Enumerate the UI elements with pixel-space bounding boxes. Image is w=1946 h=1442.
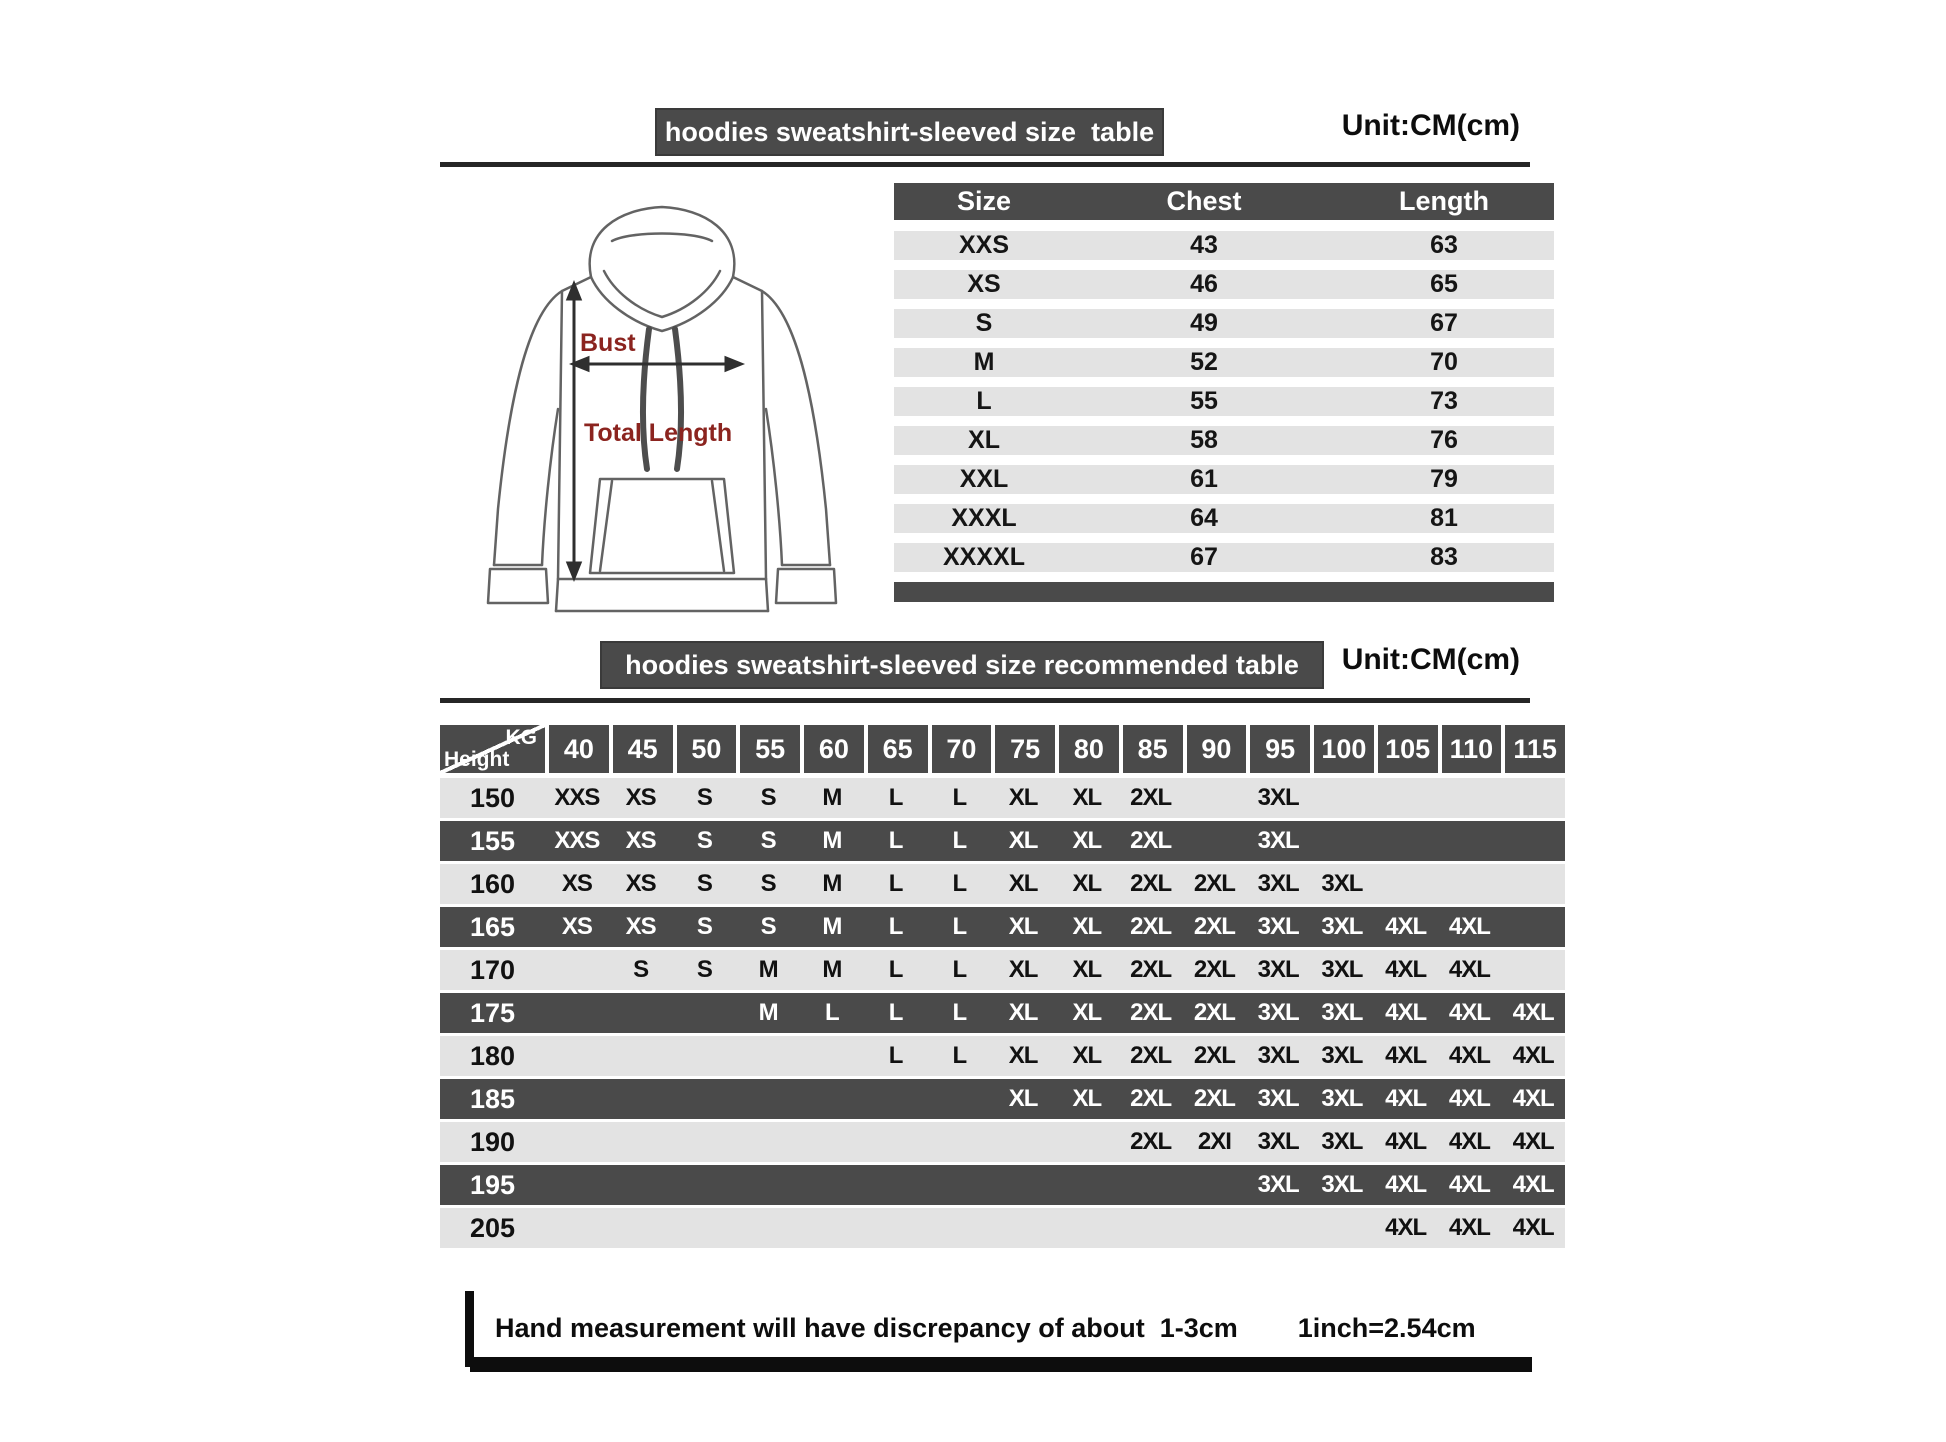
size-recommendation-cell: XL — [1008, 1042, 1038, 1069]
size-recommendation-cell: 3XL — [1257, 956, 1299, 983]
size-table-column-headers — [894, 183, 1554, 220]
size-recommendation-cell: L — [888, 999, 903, 1026]
weight-header-cell: 85 — [1123, 725, 1183, 773]
size-table-row — [894, 504, 1554, 533]
footnote-bottom-bar — [470, 1357, 1532, 1372]
size-cell: XS — [967, 270, 1001, 298]
weight-header-cell: 65 — [868, 725, 928, 773]
size-recommendation-cell: 4XL — [1512, 1128, 1554, 1155]
size-recommendation-cell: M — [822, 913, 842, 940]
size-table-row — [894, 231, 1554, 260]
matrix-row — [440, 993, 1565, 1036]
size-recommendation-cell: L — [888, 1042, 903, 1069]
column-header-size: Size — [956, 186, 1012, 216]
weight-header-cell: 40 — [549, 725, 609, 773]
size-recommendation-cell: 2XL — [1130, 956, 1172, 983]
size-recommendation-cell: 4XL — [1385, 1214, 1427, 1241]
size-recommendation-cell: 2XL — [1193, 1085, 1235, 1112]
size-recommendation-cell: 2XL — [1130, 913, 1172, 940]
size-recommendation-cell: 4XL — [1512, 1171, 1554, 1198]
size-recommendation-cell: S — [760, 784, 776, 811]
size-recommendation-cell: XL — [1008, 1085, 1038, 1112]
matrix-row — [440, 1122, 1565, 1165]
weight-header-cell: 50 — [677, 725, 737, 773]
height-label: 175 — [469, 997, 516, 1028]
size-recommendation-cell: 4XL — [1512, 1085, 1554, 1112]
size-cell: XXL — [959, 465, 1009, 493]
column-header-chest: Chest — [1166, 186, 1242, 216]
size-cell: L — [976, 387, 992, 415]
chest-cell: 43 — [1190, 231, 1218, 259]
chest-cell: 61 — [1190, 465, 1218, 493]
height-label: 190 — [469, 1126, 516, 1157]
size-recommendation-cell: L — [952, 1042, 967, 1069]
size-recommendation-cell: XS — [625, 870, 656, 897]
hoodie-line-art — [440, 179, 888, 627]
hoodie-diagram — [440, 179, 888, 627]
length-cell: 76 — [1430, 426, 1458, 454]
size-recommendation-cell: L — [888, 870, 903, 897]
matrix-row — [440, 1079, 1565, 1122]
size-recommendation-cell: XL — [1072, 913, 1102, 940]
height-label: 195 — [469, 1169, 516, 1200]
size-recommendation-cell: 4XL — [1448, 956, 1490, 983]
size-recommendation-cell: 2XL — [1193, 956, 1235, 983]
size-recommendation-cell: 3XL — [1321, 999, 1363, 1026]
chest-cell: 58 — [1190, 426, 1218, 454]
size-recommendation-cell: L — [888, 827, 903, 854]
size-table-body — [894, 231, 1554, 572]
bust-label: Bust — [580, 329, 636, 357]
measurement-note: Hand measurement will have discrepancy of about 1-3cm — [495, 1313, 1238, 1343]
size-cell: S — [975, 309, 993, 337]
size-recommendation-cell: L — [952, 784, 967, 811]
length-cell: 70 — [1430, 348, 1458, 376]
size-recommendation-cell: 2XL — [1130, 784, 1172, 811]
size-recommendation-cell: L — [952, 870, 967, 897]
weight-header-cell: 55 — [740, 725, 800, 773]
height-label: 180 — [469, 1040, 516, 1071]
unit-label-2: Unit:CM(cm) — [1341, 643, 1520, 676]
matrix-row — [440, 1165, 1565, 1208]
size-recommendation-cell: S — [760, 913, 776, 940]
size-recommendation-cell: L — [952, 999, 967, 1026]
size-recommendation-cell: XL — [1072, 1042, 1102, 1069]
size-table-row — [894, 543, 1554, 572]
weight-header-cell: 80 — [1059, 725, 1119, 773]
length-cell: 73 — [1430, 387, 1458, 415]
size-recommendation-cell: 4XL — [1385, 1171, 1427, 1198]
size-recommendation-cell: L — [825, 999, 839, 1026]
matrix-corner-cell — [440, 725, 545, 773]
size-table-bottom-bar — [894, 582, 1554, 602]
size-recommendation-cell: 4XL — [1448, 1171, 1490, 1198]
size-recommendation-cell: XL — [1072, 784, 1102, 811]
size-recommendation-cell: M — [822, 870, 842, 897]
size-section — [440, 179, 1565, 627]
size-recommendation-cell: 3XL — [1321, 1042, 1363, 1069]
size-recommendation-cell: S — [696, 913, 712, 940]
weight-header-cell: 100 — [1314, 725, 1374, 773]
size-recommendation-cell: XS — [625, 784, 656, 811]
weight-header-cell: 70 — [932, 725, 992, 773]
recommended-table-title-bar — [600, 641, 1324, 689]
footnote-left-bar — [465, 1291, 474, 1367]
size-measurement-table — [894, 183, 1554, 627]
size-recommendation-cell: 2XL — [1130, 827, 1172, 854]
size-cell: XL — [968, 426, 1000, 454]
size-recommendation-cell: 2XL — [1193, 999, 1235, 1026]
size-recommendation-cell: 3XL — [1321, 1085, 1363, 1112]
size-table-row — [894, 465, 1554, 494]
size-recommendation-cell: S — [760, 827, 776, 854]
height-label: 185 — [469, 1083, 516, 1114]
size-recommendation-cell: 4XL — [1448, 999, 1490, 1026]
divider-line-2 — [440, 698, 1530, 703]
size-recommendation-cell: XS — [625, 913, 656, 940]
size-recommendation-cell: XL — [1072, 870, 1102, 897]
size-recommendation-cell: 2XL — [1193, 870, 1235, 897]
conversion-note: 1inch=2.54cm — [1297, 1313, 1476, 1343]
size-recommendation-cell: 4XL — [1512, 1042, 1554, 1069]
size-recommendation-cell: 3XL — [1257, 1128, 1299, 1155]
size-recommendation-cell: L — [888, 913, 903, 940]
size-cell: XXXL — [951, 504, 1017, 532]
weight-header-cell: 60 — [804, 725, 864, 773]
length-cell: 83 — [1430, 543, 1458, 571]
size-recommendation-cell: 3XL — [1257, 999, 1299, 1026]
corner-height-label: Height — [444, 748, 510, 771]
height-label: 170 — [469, 954, 516, 985]
size-cell: XXXXL — [943, 543, 1025, 571]
size-recommendation-cell: 4XL — [1512, 999, 1554, 1026]
matrix-weight-header — [440, 725, 1565, 773]
size-recommendation-cell: 4XL — [1448, 1214, 1490, 1241]
size-recommendation-cell: M — [822, 784, 842, 811]
matrix-row — [440, 1036, 1565, 1079]
weight-header-cell: 110 — [1442, 725, 1502, 773]
length-cell: 63 — [1430, 231, 1458, 259]
column-header-length: Length — [1399, 186, 1489, 216]
matrix-row — [440, 864, 1565, 907]
size-recommendation-cell: M — [758, 999, 778, 1026]
weight-header-cell: 90 — [1187, 725, 1247, 773]
weight-header-cell: 45 — [613, 725, 673, 773]
size-recommendation-cell: 4XL — [1448, 913, 1490, 940]
size-recommendation-cell: XL — [1072, 827, 1102, 854]
size-recommendation-cell: 2XL — [1130, 1042, 1172, 1069]
length-cell: 79 — [1430, 465, 1458, 493]
size-recommendation-cell: M — [758, 956, 778, 983]
size-recommendation-cell: 3XL — [1257, 1085, 1299, 1112]
size-recommendation-cell: S — [696, 956, 712, 983]
matrix-body — [440, 778, 1565, 1251]
size-recommendation-cell: XL — [1008, 999, 1038, 1026]
content-sheet — [440, 95, 1565, 1381]
size-recommendation-cell: 2XL — [1130, 1085, 1172, 1112]
size-recommendation-cell: XL — [1008, 913, 1038, 940]
weight-header-cell: 105 — [1378, 725, 1438, 773]
weight-header-cell: 95 — [1250, 725, 1310, 773]
size-recommendation-cell: XS — [561, 870, 592, 897]
size-recommendation-cell: 3XL — [1321, 956, 1363, 983]
size-recommendation-cell: 3XL — [1257, 784, 1299, 811]
size-recommendation-cell: XL — [1008, 827, 1038, 854]
size-recommendation-cell: XS — [561, 913, 592, 940]
size-recommendation-cell: 2XL — [1193, 913, 1235, 940]
size-cell: XXS — [958, 231, 1010, 259]
size-recommendation-cell: XXS — [554, 827, 600, 854]
weight-header-cell: 115 — [1505, 725, 1565, 773]
divider-line — [440, 162, 1530, 167]
height-label: 155 — [469, 825, 516, 856]
length-cell: 67 — [1430, 309, 1458, 337]
matrix-row — [440, 778, 1565, 821]
size-table-row — [894, 426, 1554, 455]
size-table-header — [440, 95, 1565, 162]
size-table-row — [894, 270, 1554, 299]
size-recommendation-cell: 4XL — [1385, 956, 1427, 983]
size-recommendation-cell: 4XL — [1448, 1128, 1490, 1155]
size-table-row — [894, 348, 1554, 377]
size-table-title: hoodies sweatshirt-sleeved size table — [664, 116, 1155, 147]
size-recommendation-cell: 3XL — [1321, 913, 1363, 940]
size-recommendation-cell: 4XL — [1385, 1128, 1427, 1155]
chest-cell: 52 — [1190, 348, 1218, 376]
size-table-row — [894, 387, 1554, 416]
size-recommendation-cell: S — [696, 827, 712, 854]
size-table-title-bar — [655, 108, 1164, 156]
size-recommendation-cell: XL — [1072, 1085, 1102, 1112]
size-recommendation-cell: S — [696, 784, 712, 811]
size-recommendation-cell: 3XL — [1257, 913, 1299, 940]
size-recommendation-cell: S — [633, 956, 649, 983]
size-recommendation-cell: XL — [1008, 784, 1038, 811]
size-recommendation-cell: 2XL — [1130, 999, 1172, 1026]
chest-cell: 67 — [1190, 543, 1218, 571]
size-cell: M — [973, 348, 995, 376]
size-recommendation-cell: 4XL — [1385, 1085, 1427, 1112]
recommended-table-header — [440, 633, 1565, 698]
matrix-row — [440, 950, 1565, 993]
chest-cell: 46 — [1190, 270, 1218, 298]
size-recommendation-cell: S — [696, 870, 712, 897]
size-recommendation-cell: XL — [1072, 999, 1102, 1026]
size-recommendation-cell: XL — [1008, 956, 1038, 983]
size-recommendation-cell: S — [760, 870, 776, 897]
size-recommendation-cell: 3XL — [1257, 1042, 1299, 1069]
size-recommendation-cell: 4XL — [1448, 1042, 1490, 1069]
length-cell: 81 — [1430, 504, 1458, 532]
corner-kg-label: KG — [505, 726, 537, 749]
size-recommendation-matrix — [440, 725, 1565, 1251]
size-recommendation-cell: L — [888, 956, 903, 983]
size-recommendation-cell: XL — [1072, 956, 1102, 983]
size-recommendation-cell: M — [822, 827, 842, 854]
size-recommendation-cell: 3XL — [1321, 1171, 1363, 1198]
size-recommendation-cell: 2XL — [1193, 1042, 1235, 1069]
size-recommendation-cell: XS — [625, 827, 656, 854]
size-recommendation-cell: XXS — [554, 784, 600, 811]
size-recommendation-cell: 4XL — [1385, 999, 1427, 1026]
matrix-row — [440, 821, 1565, 864]
height-label: 165 — [469, 911, 516, 942]
size-recommendation-cell: 4XL — [1385, 913, 1427, 940]
size-recommendation-cell: L — [952, 913, 967, 940]
size-recommendation-cell: XL — [1008, 870, 1038, 897]
chest-cell: 49 — [1190, 309, 1218, 337]
chest-cell: 55 — [1190, 387, 1218, 415]
height-label: 160 — [469, 868, 516, 899]
unit-label: Unit:CM(cm) — [1341, 109, 1520, 142]
size-recommendation-cell: 2XL — [1130, 1128, 1172, 1155]
size-table-row — [894, 309, 1554, 338]
chest-cell: 64 — [1190, 504, 1218, 532]
size-recommendation-cell: L — [952, 956, 967, 983]
size-recommendation-cell: 3XL — [1257, 827, 1299, 854]
size-recommendation-cell: M — [822, 956, 842, 983]
matrix-row — [440, 1208, 1565, 1251]
size-recommendation-cell: 4XL — [1448, 1085, 1490, 1112]
footnote-section — [440, 1291, 1565, 1381]
total-length-label: Total Length — [584, 419, 733, 447]
size-recommendation-cell: 2XL — [1130, 870, 1172, 897]
height-label: 205 — [469, 1212, 516, 1243]
size-recommendation-cell: 4XL — [1512, 1214, 1554, 1241]
length-cell: 65 — [1430, 270, 1458, 298]
height-label: 150 — [469, 782, 516, 813]
size-recommendation-cell: L — [952, 827, 967, 854]
size-recommendation-cell: L — [888, 784, 903, 811]
size-recommendation-cell: 3XL — [1321, 1128, 1363, 1155]
size-recommendation-cell: 4XL — [1385, 1042, 1427, 1069]
size-recommendation-cell: 2XI — [1197, 1128, 1231, 1155]
matrix-row — [440, 907, 1565, 950]
size-recommendation-cell: 3XL — [1257, 1171, 1299, 1198]
size-recommendation-cell: 3XL — [1257, 870, 1299, 897]
size-recommendation-cell: 3XL — [1321, 870, 1363, 897]
weight-header-cell: 75 — [995, 725, 1055, 773]
recommended-table-title: hoodies sweatshirt-sleeved size recommended table — [625, 649, 1299, 680]
